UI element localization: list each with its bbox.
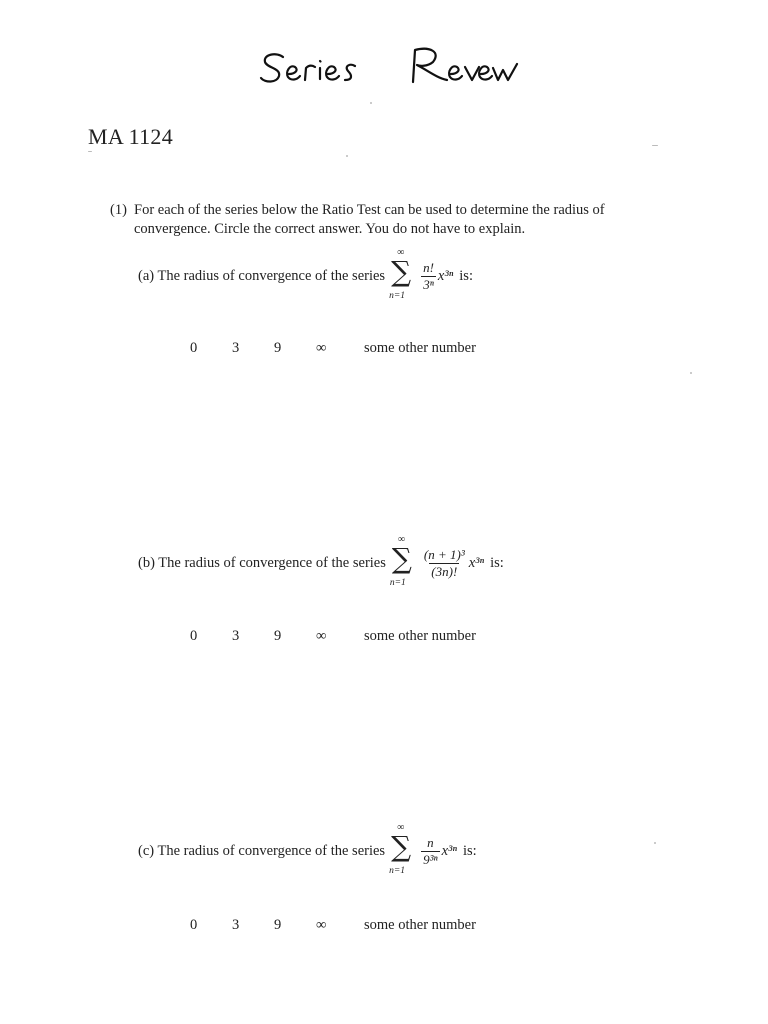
sum-lower-limit: n=1 — [389, 291, 405, 301]
handwritten-title-drawing — [255, 30, 555, 100]
part-a-suffix: is: — [459, 267, 473, 284]
power-term: x³ⁿ — [468, 554, 485, 571]
problem-1-intro — [110, 201, 680, 239]
choice-0[interactable]: 0 — [190, 628, 198, 644]
fraction-numerator: n! — [423, 259, 434, 275]
scan-speck — [690, 372, 692, 374]
fraction-numerator: n — [427, 834, 434, 850]
problem-number: (1) — [110, 202, 127, 218]
fraction-denominator: 3ⁿ — [423, 276, 434, 292]
choice-9[interactable]: 9 — [274, 340, 282, 356]
choice-other[interactable]: some other number — [364, 340, 476, 356]
sigma-icon: ∑ — [391, 830, 412, 863]
power-term: x³ⁿ — [437, 267, 454, 284]
sum-upper-limit: ∞ — [397, 822, 405, 833]
course-code: MA 1124 — [88, 124, 174, 149]
sum-upper-limit: ∞ — [397, 247, 405, 258]
choice-0[interactable]: 0 — [190, 340, 198, 356]
fraction-denominator: 9³ⁿ — [423, 851, 438, 867]
choice-other[interactable]: some other number — [364, 917, 476, 933]
sigma-icon: ∑ — [391, 542, 412, 575]
fraction-numerator: (n + 1)³ — [423, 546, 465, 562]
series-fraction — [421, 260, 436, 293]
handwritten-title — [255, 30, 555, 100]
sum-lower-limit: n=1 — [389, 866, 405, 876]
choice-9[interactable]: 9 — [274, 628, 282, 644]
scan-speck — [346, 155, 348, 157]
sum-lower-limit: n=1 — [389, 578, 406, 588]
choice-3[interactable]: 3 — [232, 917, 240, 933]
sigma-icon: ∑ — [391, 255, 412, 288]
choice-9[interactable]: 9 — [274, 917, 282, 933]
series-fraction — [422, 547, 467, 580]
scan-speck — [88, 151, 92, 152]
part-c-label: (c) The radius of convergence of the series — [138, 842, 386, 859]
choice-other[interactable]: some other number — [364, 628, 476, 644]
sigma-symbol — [389, 247, 417, 305]
choice-3[interactable]: 3 — [232, 628, 240, 644]
part-b-suffix: is: — [490, 554, 504, 571]
sum-upper-limit: ∞ — [397, 534, 406, 545]
part-b-label: (b) The radius of convergence of the series — [138, 554, 386, 571]
part-a-label: (a) The radius of convergence of the series — [138, 267, 386, 284]
scan-speck — [652, 145, 658, 146]
series-fraction — [421, 835, 440, 868]
part-c-suffix: is: — [462, 842, 477, 859]
choice-0[interactable]: 0 — [190, 917, 198, 933]
part-b-question — [138, 534, 658, 592]
sigma-symbol — [390, 534, 418, 592]
choice-3[interactable]: 3 — [232, 340, 240, 356]
part-c-question — [138, 822, 658, 880]
choice-infinity[interactable]: ∞ — [316, 628, 327, 644]
fraction-denominator: (3n)! — [431, 563, 458, 579]
sigma-symbol — [389, 822, 417, 880]
power-term: x³ⁿ — [441, 842, 457, 859]
problem-instructions: For each of the series below the Ratio Test can be used to determine the radius of convergence. Circle the correct answer. You do not have to explain. — [134, 202, 605, 237]
choice-infinity[interactable]: ∞ — [316, 917, 327, 933]
scan-speck — [654, 842, 656, 844]
choice-infinity[interactable]: ∞ — [316, 340, 327, 356]
scan-speck — [370, 102, 372, 104]
part-a-question — [138, 247, 658, 305]
